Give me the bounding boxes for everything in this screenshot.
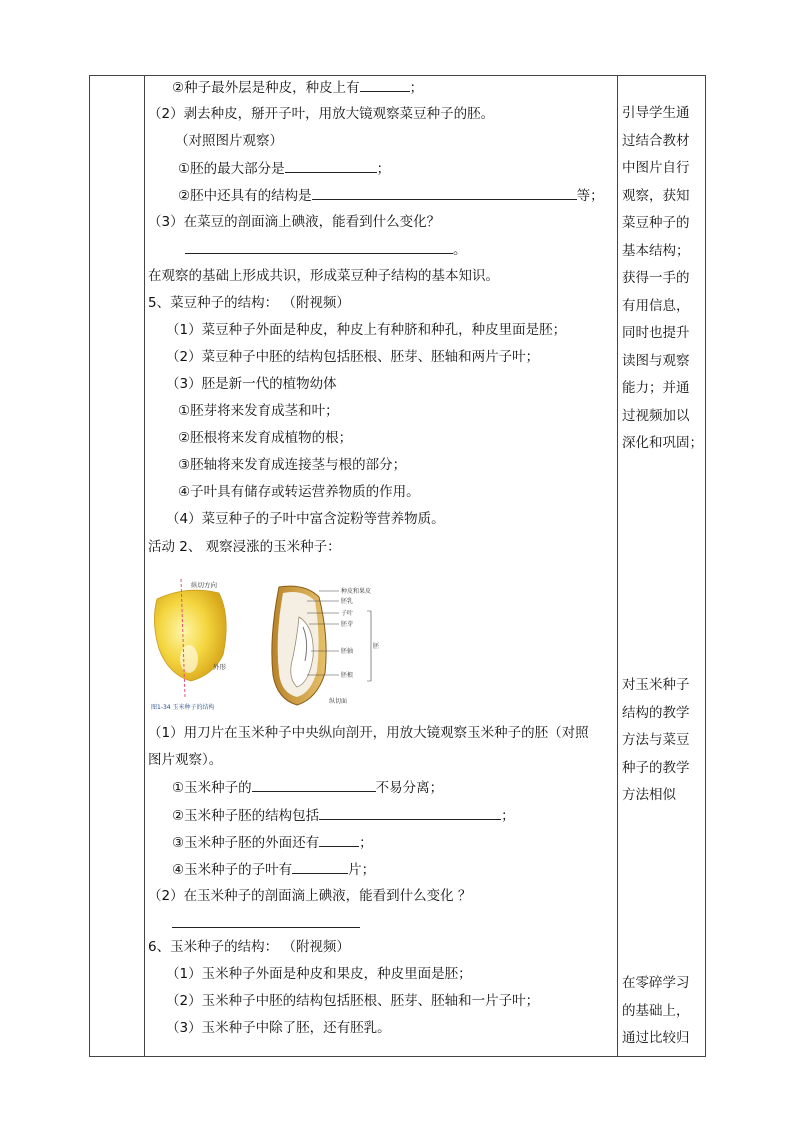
answer-blank (252, 778, 376, 792)
figure-label: 纵切方向 (191, 581, 217, 589)
answer-blank (285, 159, 377, 173)
answer-blank (360, 78, 410, 92)
text-line: （1）菜豆种子外面是种皮，种皮上有种脐和种孔，种皮里面是胚； (166, 322, 567, 338)
text-line: ③胚轴将来发育成连接茎与根的部分； (178, 457, 407, 473)
text-line: （2）菜豆种子中胚的结构包括胚根、胚芽、胚轴和两片子叶； (166, 349, 540, 365)
text-line: ①玉米种子的 不易分离； (172, 780, 444, 796)
text-line: ①胚的最大部分是 ； (178, 161, 391, 177)
teaching-note: 对玉米种子 结构的教学 方法与菜豆 种子的教学 方法相似 (622, 677, 690, 803)
answer-blank (292, 860, 348, 874)
figure-label: 子叶 (341, 610, 354, 617)
text-line: （对照图片观察） (175, 133, 283, 149)
text-line: ②玉米种子胚的结构包括 ； (172, 808, 515, 824)
text-line: ④子叶具有储存或转运营养物质的作用。 (178, 484, 420, 500)
figure-label: 胚芽 (341, 621, 354, 628)
text-line: ①胚芽将来发育成茎和叶； (178, 403, 339, 419)
figure-label: 胚乳 (341, 598, 354, 605)
text-line: （1）用刀片在玉米种子中央纵向剖开，用放大镜观察玉米种子的胚（对照 (148, 725, 589, 741)
section-heading: 5、菜豆种子的结构： （附视频） (148, 295, 350, 311)
text-line: （1）玉米种子外面是种皮和果皮，种皮里面是胚； (166, 966, 472, 982)
answer-blank (185, 240, 453, 254)
text-line: 在观察的基础上形成共识，形成菜豆种子结构的基本知识。 (148, 268, 499, 284)
figure-label: 纵切面 (329, 698, 348, 705)
text-line: （3）玉米种子中除了胚，还有胚乳。 (166, 1020, 391, 1036)
text-line: （3）胚是新一代的植物幼体 (166, 376, 337, 392)
text-line: （2）在玉米种子的剖面滴上碘液，能看到什么变化 ？ (148, 888, 472, 904)
column-divider (144, 76, 145, 1056)
text-line: ②种子最外层是种皮，种皮上有 ； (172, 80, 424, 96)
text-line: ②胚根将来发育成植物的根； (178, 430, 353, 446)
figure-label: 胚 (373, 643, 380, 650)
text-line: （2）玉米种子中胚的结构包括胚根、胚芽、胚轴和一片子叶； (166, 993, 540, 1009)
text-line: （3）在菜豆的剖面滴上碘液，能看到什么变化？ (148, 214, 441, 230)
text-line: （2）剥去种皮，掰开子叶，用放大镜观察菜豆种子的胚。 (148, 106, 495, 122)
text-line: ④玉米种子的子叶有 片； (172, 862, 376, 878)
answer-blank (319, 833, 359, 847)
activity-heading: 活动 2、 观察浸涨的玉米种子： (148, 539, 341, 555)
text-line: （4）菜豆种子的子叶中富含淀粉等营养物质。 (166, 511, 445, 527)
answer-blank (172, 914, 360, 928)
text-line: 。 (185, 240, 467, 259)
text-line: 图片观察）。 (148, 752, 223, 768)
answer-blank (312, 186, 577, 200)
text-line: ③玉米种子胚的外面还有 ； (172, 835, 373, 851)
section-heading: 6、玉米种子的结构： （附视频） (148, 939, 350, 955)
figure-label: 胚根 (341, 672, 354, 679)
answer-blank (319, 806, 501, 820)
figure-caption: 图1-34 玉米种子的结构 (151, 704, 215, 711)
figure-label: 种皮和果皮 (341, 588, 372, 595)
teaching-note: 在零碎学习 的基础上， 通过比较归 (622, 975, 690, 1046)
figure-label: 外形 (213, 663, 226, 671)
text-line: ②胚中还具有的结构是 等； (178, 188, 604, 204)
teaching-note: 引导学生通 过结合教材 中图片自行 观察，获知 菜豆种子的 基本结构； 获得一手的 有用信息， 同时也提升 读图与观察 能力；并通 过视频加以 深化和巩固； (622, 105, 703, 451)
column-divider (617, 76, 618, 1056)
figure-label: 胚轴 (341, 648, 354, 655)
corn-seed-figure (147, 577, 409, 713)
text-line (172, 914, 360, 933)
